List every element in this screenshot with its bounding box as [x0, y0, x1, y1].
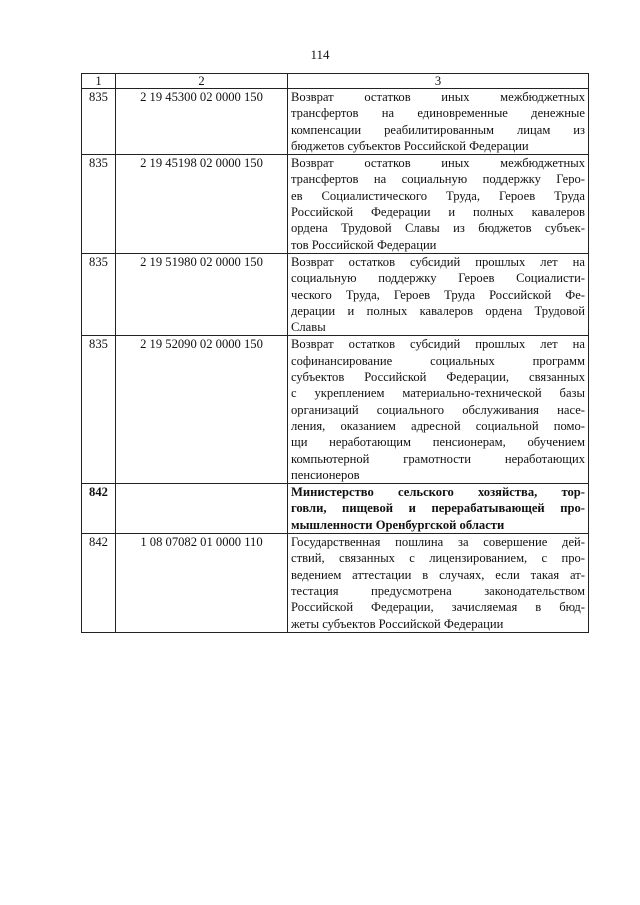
- admin-code-cell: 835: [82, 336, 116, 484]
- description-line: щи неработающим пенсионерам, обучением: [291, 435, 585, 450]
- column-header-2: 2: [116, 74, 288, 89]
- description-line: говли, пищевой и перерабатывающей про-: [291, 501, 585, 516]
- description-line: Российской Федерации и полных кавалеров: [291, 205, 585, 220]
- description-line: компьютерной грамотности неработающих: [291, 451, 585, 466]
- admin-code-cell: 842: [82, 484, 116, 534]
- description-line: субъектов Российской Федерации, связанных: [291, 370, 585, 385]
- description-line: софинансирование социальных программ: [291, 353, 585, 368]
- description-line: ствий, связанных с лицензированием, с про-: [291, 551, 585, 566]
- budget-code-cell: 2 19 45198 02 0000 150: [116, 155, 288, 254]
- budget-code-cell: 1 08 07082 01 0000 110: [116, 534, 288, 633]
- description-line: Возврат остатков субсидий прошлых лет на: [291, 254, 585, 269]
- description-cell: [288, 336, 589, 484]
- description-line: социальную поддержку Героев Социалисти-: [291, 271, 585, 286]
- admin-code-cell: 835: [82, 155, 116, 254]
- description-line: организаций социального обслуживания насе-: [291, 402, 585, 417]
- description-line: Славы: [291, 320, 326, 335]
- description-line: Российской Федерации, зачисляемая в бюд-: [291, 600, 585, 615]
- description-cell: [288, 484, 589, 534]
- description-line: компенсации реабилитированным лицам из: [291, 122, 585, 137]
- description-line: тов Российской Федерации: [291, 237, 437, 252]
- admin-code-cell: 835: [82, 89, 116, 155]
- table-row: [82, 155, 589, 254]
- admin-code-cell: 842: [82, 534, 116, 633]
- description-line: тестация предусмотрена законодательством: [291, 583, 585, 598]
- description-line: Возврат остатков субсидий прошлых лет на: [291, 337, 585, 352]
- description-line: Возврат остатков иных межбюджетных: [291, 90, 585, 104]
- admin-code-cell: 835: [82, 253, 116, 335]
- budget-code-cell: 2 19 45300 02 0000 150: [116, 89, 288, 155]
- description-line: ордена Трудовой Славы из бюджетов субъек-: [291, 221, 585, 236]
- description-cell: [288, 155, 589, 254]
- description-line: с укреплением материально-технической базы: [291, 386, 585, 401]
- budget-code-cell: [116, 484, 288, 534]
- description-line: трансфертов на единовременные денежные: [291, 106, 585, 121]
- column-header-1: 1: [82, 74, 116, 89]
- table-row: [82, 534, 589, 633]
- budget-code-cell: 2 19 51980 02 0000 150: [116, 253, 288, 335]
- table-row: [82, 89, 589, 155]
- description-line: ления, оказанием адресной социальной помо-: [291, 418, 585, 433]
- page-number: 114: [310, 47, 330, 62]
- description-line: ческого Труда, Героев Труда Российской Фе-: [291, 287, 585, 302]
- description-line: Возврат остатков иных межбюджетных: [291, 156, 585, 171]
- description-line: пенсионеров: [291, 467, 360, 482]
- description-line: мышленности Оренбургской области: [291, 517, 505, 532]
- table-header-row: [82, 74, 589, 89]
- table-row: [82, 484, 589, 534]
- column-header-3: 3: [288, 74, 589, 89]
- description-cell: [288, 534, 589, 633]
- description-line: трансфертов на социальную поддержку Геро-: [291, 172, 585, 187]
- description-line: Министерство сельского хозяйства, тор-: [291, 485, 585, 500]
- description-line: ев Социалистического Труда, Героев Труда: [291, 188, 585, 203]
- table-row: [82, 253, 589, 335]
- description-cell: [288, 89, 589, 155]
- budget-code-cell: 2 19 52090 02 0000 150: [116, 336, 288, 484]
- description-line: дерации и полных кавалеров ордена Трудовой: [291, 303, 585, 318]
- description-line: жеты субъектов Российской Федерации: [291, 616, 504, 631]
- description-cell: [288, 253, 589, 335]
- description-line: ведением аттестации в случаях, если такая ат-: [291, 567, 585, 582]
- description-line: бюджетов субъектов Российской Федерации: [291, 138, 529, 153]
- table-row: [82, 336, 589, 484]
- budget-classification-table: [81, 73, 589, 633]
- description-line: Государственная пошлина за совершение дей-: [291, 535, 585, 550]
